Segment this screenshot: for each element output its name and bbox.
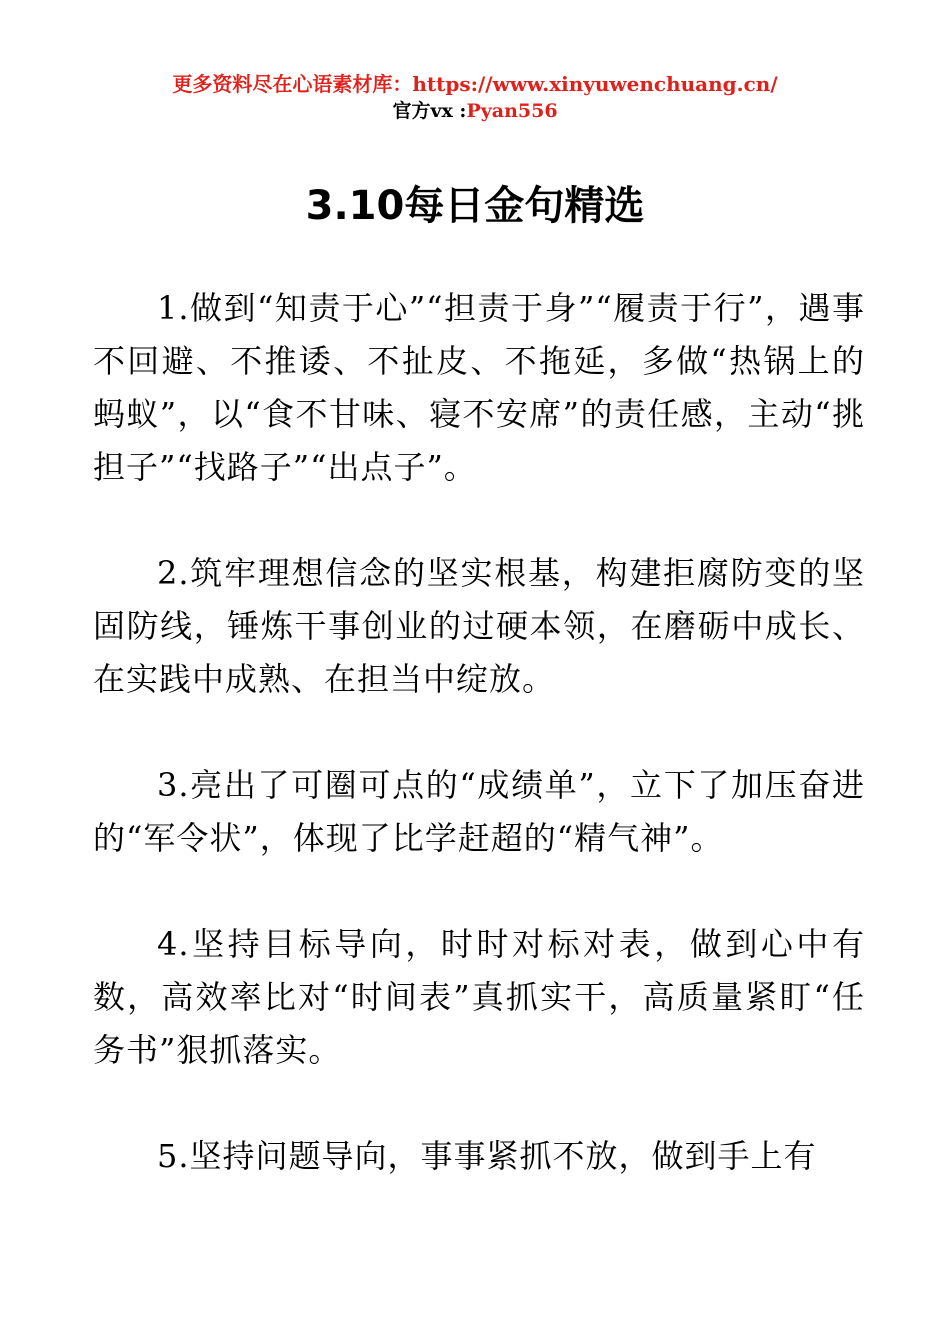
promo-header: 更多资料尽在心语素材库：https://www.xinyuwenchuang.cn/ (172, 72, 778, 96)
paragraph-2: 2.筑牢理想信念的坚实根基，构建拒腐防变的坚固防线，锤炼干事创业的过硬本领，在磨砺中成长、在实践中成熟、在担当中绽放。 (93, 554, 865, 698)
paragraph-1: 1.做到“知责于心”“担责于身”“履责于行”，遇事不回避、不推诿、不扯皮、不拖延，多做“热锅上的蚂蚁”，以“食不甘味、寝不安席”的责任感，主动“挑担子”“找路子”“出点子”。 (93, 289, 865, 486)
paragraph-5: 5.坚持问题导向，事事紧抓不放，做到手上有 (157, 1137, 817, 1175)
document-title: 3.10每日金句精选 (305, 183, 645, 229)
paragraph-4: 4.坚持目标导向，时时对标对表，做到心中有数，高效率比对“时间表”真抓实干，高质量紧盯“任务书”狠抓落实。 (93, 925, 865, 1069)
paragraph-3: 3.亮出了可圈可点的“成绩单”，立下了加压奋进的“军令状”，体现了比学赶超的“精气神”。 (93, 766, 865, 857)
document-body (93, 282, 865, 1236)
wechat-label: 官方vx : (392, 100, 467, 122)
wechat-header (0, 99, 950, 123)
wechat-id: Pyan556 (466, 100, 558, 122)
